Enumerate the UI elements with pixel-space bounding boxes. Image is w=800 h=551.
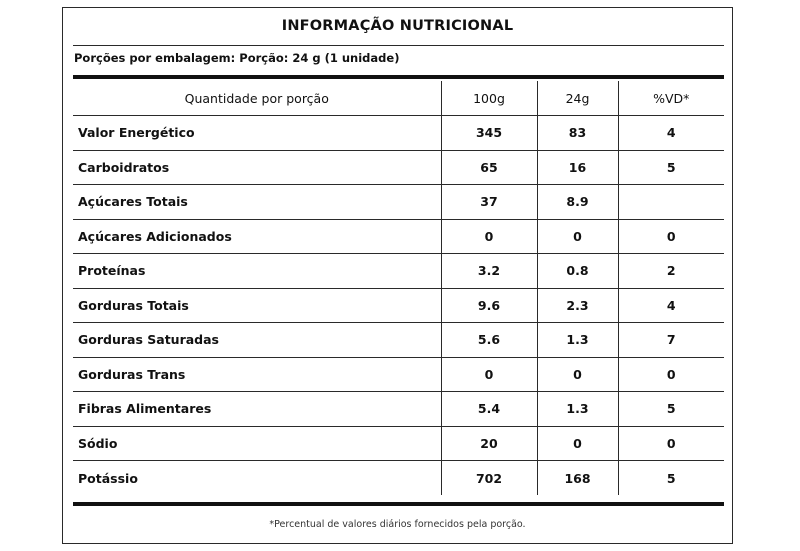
column-header-24g: 24g [537,81,618,116]
table-row [73,426,724,461]
value-vd: 5 [618,392,724,427]
column-header-100g: 100g [441,81,537,116]
value-100g: 20 [441,426,537,461]
table-row [73,461,724,496]
nutrient-name: Fibras Alimentares [73,392,441,427]
portions-info: Porções por embalagem: Porção: 24 g (1 unidade) [74,51,400,65]
nutrient-name: Açúcares Totais [73,185,441,220]
value-24g: 0 [537,426,618,461]
nutrient-name: Gorduras Totais [73,288,441,323]
value-100g: 0 [441,219,537,254]
table-row [73,150,724,185]
value-100g: 0 [441,357,537,392]
value-24g: 83 [537,116,618,151]
value-vd [618,185,724,220]
value-vd: 0 [618,357,724,392]
value-vd: 4 [618,288,724,323]
table-row [73,185,724,220]
value-24g: 0 [537,219,618,254]
nutrient-name: Valor Energético [73,116,441,151]
footer-thick-divider [73,502,724,506]
value-100g: 5.4 [441,392,537,427]
title-divider [73,45,724,46]
value-24g: 8.9 [537,185,618,220]
value-vd: 7 [618,323,724,358]
table-title: INFORMAÇÃO NUTRICIONAL [281,18,514,34]
nutrient-name: Sódio [73,426,441,461]
value-vd: 0 [618,426,724,461]
nutrient-name: Gorduras Saturadas [73,323,441,358]
column-header-quantity: Quantidade por porção [73,81,441,116]
nutrient-name: Gorduras Trans [73,357,441,392]
table-row [73,288,724,323]
nutrient-name: Açúcares Adicionados [73,219,441,254]
value-vd: 0 [618,219,724,254]
table-row [73,116,724,151]
value-24g: 0 [537,357,618,392]
value-vd: 5 [618,461,724,496]
value-24g: 168 [537,461,618,496]
header-thick-divider [73,75,724,79]
nutrient-name: Potássio [78,470,138,486]
value-24g: 16 [537,150,618,185]
nutrition-table [73,81,724,495]
value-vd: 2 [618,254,724,289]
nutrition-facts-panel [62,7,733,544]
value-100g: 3.2 [441,254,537,289]
nutrient-name: Proteínas [73,254,441,289]
value-24g: 1.3 [537,392,618,427]
table-row [73,323,724,358]
table-row [73,392,724,427]
table-row [73,254,724,289]
value-24g: 1.3 [537,323,618,358]
nutrient-name: Carboidratos [73,150,441,185]
footnote: *Percentual de valores diários fornecidos pela porção. [269,519,526,530]
value-24g: 2.3 [537,288,618,323]
value-100g: 9.6 [441,288,537,323]
column-header-vd: %VD* [618,81,724,116]
value-100g: 5.6 [441,323,537,358]
value-100g: 702 [441,461,537,496]
table-row [73,219,724,254]
table-row [73,357,724,392]
value-100g: 65 [441,150,537,185]
value-vd: 5 [618,150,724,185]
value-24g: 0.8 [537,254,618,289]
table-header-row [73,81,724,116]
value-vd: 4 [618,116,724,151]
value-100g: 345 [441,116,537,151]
value-100g: 37 [441,185,537,220]
